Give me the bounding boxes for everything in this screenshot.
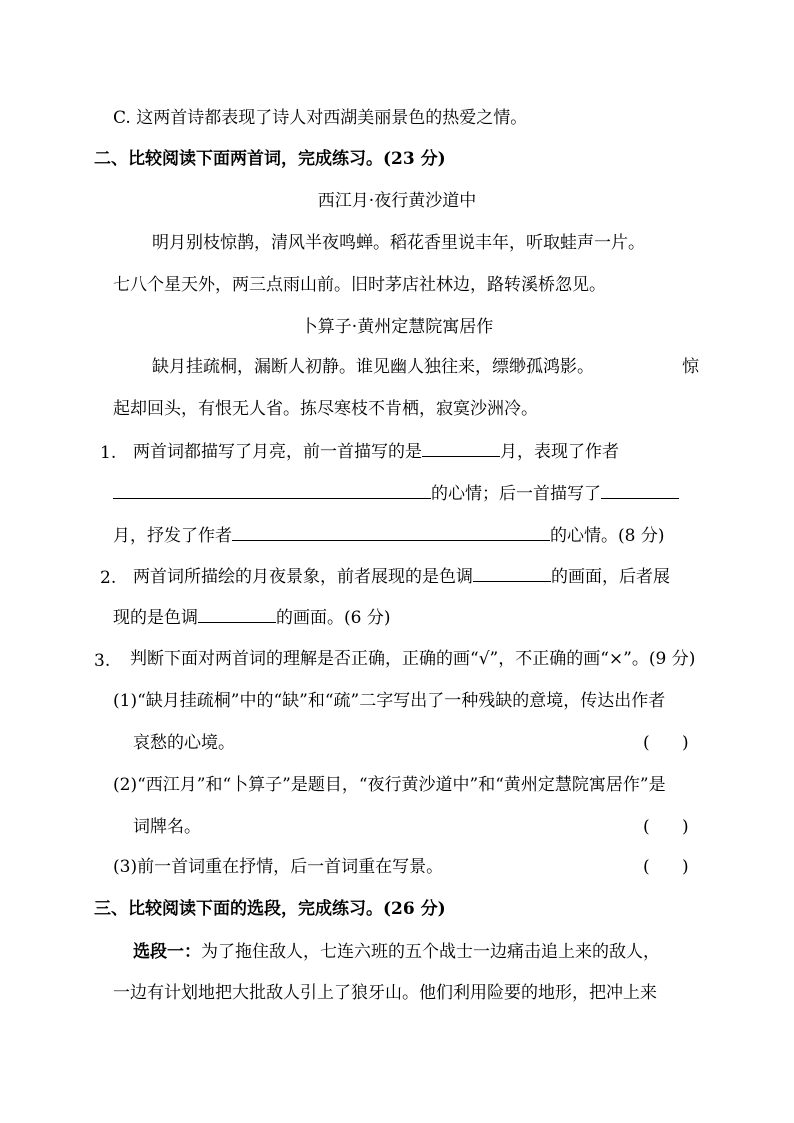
q1-line2 (113, 482, 679, 505)
q3-instruction: 判断下面对两首词的理解是否正确，正确的画“√”，不正确的画“×”。(9 分) (130, 649, 696, 669)
q2-number: 2. (100, 568, 117, 588)
q3-item3-answer[interactable]: ( ) (643, 857, 689, 877)
section3-heading: 三、比较阅读下面的选段，完成练习。(26 分) (94, 899, 446, 919)
q1-line1 (133, 440, 619, 463)
q1-number: 1. (100, 443, 117, 463)
q2-text-a: 两首词所描绘的月夜景象，前者展现的是色调 (133, 567, 473, 587)
q3-number: 3. (94, 651, 111, 671)
q1-text-c: 的心情；后一首描写了 (431, 484, 601, 504)
poem1-title: 西江月·夜行黄沙道中 (317, 191, 477, 211)
q2-blank-2[interactable] (198, 606, 276, 623)
q2-text-c: 现的是色调 (113, 608, 198, 628)
section2-heading: 二、比较阅读下面两首词，完成练习。(23 分) (94, 149, 446, 169)
q1-text-b: 月，表现了作者 (500, 442, 619, 462)
q2-blank-1[interactable] (473, 565, 551, 582)
q2-line2 (113, 606, 390, 629)
poem2-line1: 缺月挂疏桐，漏断人初静。谁见幽人独往来，缥缈孤鸿影。 (152, 357, 594, 377)
excerpt1-label: 选段一： (133, 942, 201, 962)
q2-text-d: 的画面。(6 分) (276, 608, 391, 628)
q3-item2-line1: (2)“西江月”和“卜算子”是题目，“夜行黄沙道中”和“黄州定慧院寓居作”是 (113, 775, 666, 795)
poem1-line1: 明月别枝惊鹊，清风半夜鸣蝉。稻花香里说丰年，听取蛙声一片。 (152, 233, 645, 253)
q1-text-a: 两首词都描写了月亮，前一首描写的是 (133, 442, 422, 462)
q1-line3 (113, 524, 664, 547)
q1-blank-1[interactable] (422, 440, 500, 457)
section3-excerpt1-line1 (133, 941, 660, 963)
q3-item1-line2: 哀愁的心境。 (133, 733, 235, 753)
q3-item2-answer[interactable]: ( ) (643, 817, 689, 837)
excerpt1-text-1: 为了拖住敌人，七连六班的五个战士一边痛击追上来的敌人， (201, 942, 660, 962)
q3-item3-line1: (3)前一首词重在抒情，后一首词重在写景。 (113, 857, 444, 877)
option-c: C. 这两首诗都表现了诗人对西湖美丽景色的热爱之情。 (113, 108, 528, 128)
q3-item1-line1: (1)“缺月挂疏桐”中的“缺”和“疏”二字写出了一种残缺的意境，传达出作者 (113, 691, 666, 711)
q1-blank-3[interactable] (601, 482, 679, 499)
q2-text-b: 的画面，后者展 (551, 567, 670, 587)
q1-blank-4[interactable] (232, 524, 550, 541)
q1-text-e: 的心情。(8 分) (550, 526, 665, 546)
poem2-title: 卜算子·黄州定慧院寓居作 (300, 317, 494, 337)
q1-text-d: 月，抒发了作者 (113, 526, 232, 546)
poem2-line2: 起却回头，有恨无人省。拣尽寒枝不肯栖，寂寞沙洲冷。 (113, 399, 538, 419)
q3-item2-line2: 词牌名。 (133, 817, 201, 837)
q3-item1-answer[interactable]: ( ) (643, 733, 689, 753)
q1-blank-2[interactable] (113, 482, 431, 499)
q2-line1 (133, 565, 670, 588)
poem1-line2: 七八个星天外，两三点雨山前。旧时茅店社林边，路转溪桥忽见。 (113, 275, 606, 295)
section3-excerpt1-line2: 一边有计划地把大批敌人引上了狼牙山。他们利用险要的地形，把冲上来 (113, 983, 657, 1003)
poem2-line1-tail: 惊 (682, 357, 699, 377)
